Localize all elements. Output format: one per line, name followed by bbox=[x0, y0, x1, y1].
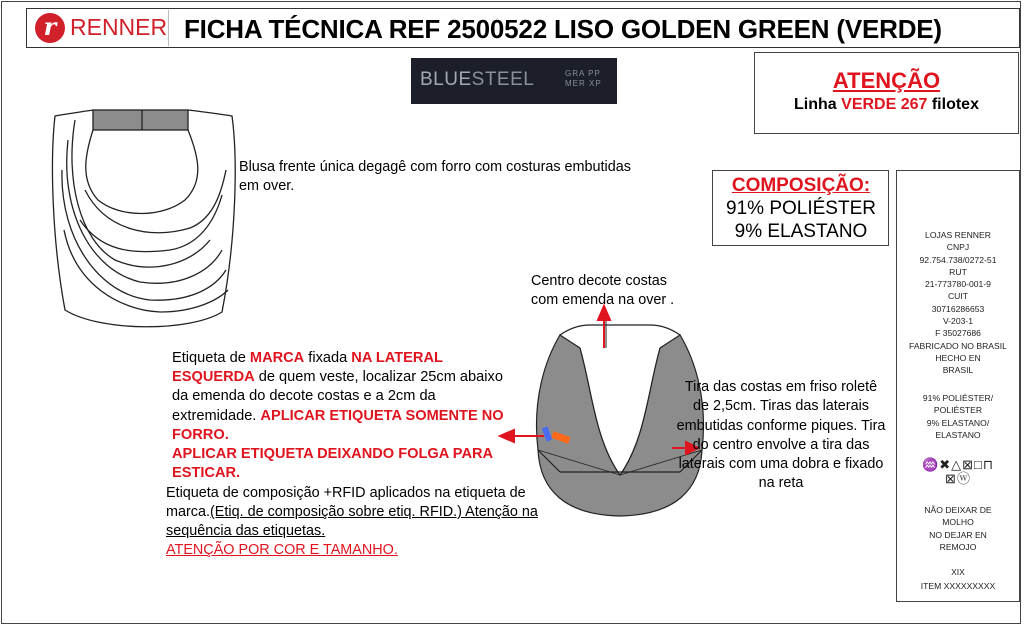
care-label-line: 30716286653 bbox=[931, 303, 985, 314]
care-label-line: 92.754.738/0272-51 bbox=[919, 254, 997, 265]
brand-logo-mark: r bbox=[35, 13, 65, 43]
care-label-line: HECHO EN bbox=[935, 352, 981, 363]
attention-title: ATENÇÃO bbox=[832, 68, 941, 93]
composition-label-note: Etiqueta de composição +RFID aplicados na etiqueta de marca.(Etiq. de composição sobre etiq. RFID.) Atenção na sequência das etiquetas. ATENÇÃO POR COR E TAMANHO. bbox=[166, 485, 538, 558]
composition-line-2: 9% ELASTANO bbox=[734, 221, 868, 242]
care-label-line: BRASIL bbox=[942, 365, 974, 376]
brand-label-sizes: GRA PP MER XP bbox=[565, 69, 602, 88]
brand-logo-text: RENNER bbox=[70, 14, 168, 40]
care-symbols-row-2: ⊠ⓦ bbox=[945, 471, 971, 486]
care-label-line: NÃO DEIXAR DE bbox=[924, 505, 992, 515]
care-label-line: POLIÉSTER bbox=[933, 405, 983, 416]
thread-spec: Linha VERDE 267 filotex bbox=[794, 96, 979, 113]
straps-note: Tira das costas em friso roletê de 2,5cm. Tiras das laterais embutidas conforme piques. Tira do centro envolve a tira das laterais com uma dobra e fixado na reta bbox=[676, 379, 886, 492]
care-label-line: LOJAS RENNER bbox=[925, 230, 991, 240]
care-label-item: ITEM XXXXXXXXX bbox=[920, 581, 996, 591]
center-back-note: Centro decote costas com emenda na over . bbox=[531, 273, 675, 308]
composition-title: COMPOSIÇÃO: bbox=[731, 175, 871, 196]
brand-label-placement-note: Etiqueta de MARCA fixada NA LATERAL ESQUERDA de quem veste, localizar 25cm abaixo da emenda do decote costas e a 2cm da extremidade. APLICAR ETIQUETA SOMENTE NO FORRO. APLICAR ETIQUETA DEIXANDO FOLGA PARA ESTICAR. bbox=[172, 350, 504, 482]
care-label-line: REMOJO bbox=[939, 541, 977, 552]
care-label-line: CNPJ bbox=[946, 242, 970, 253]
composition-line-1: 91% POLIÉSTER bbox=[726, 198, 876, 219]
care-label-line: MOLHO bbox=[942, 517, 974, 528]
care-label-line: 9% ELASTANO/ bbox=[926, 417, 990, 428]
care-label-line: V-203-1 bbox=[942, 316, 974, 327]
care-symbols-row-1: ♒✖△⊠□⊓ bbox=[922, 457, 994, 472]
care-label-line: F 35027686 bbox=[935, 328, 981, 339]
care-label-size: XIX bbox=[951, 567, 965, 577]
care-label-line: 91% POLIÉSTER/ bbox=[922, 393, 994, 403]
care-label-line: NO DEJAR EN bbox=[929, 529, 987, 540]
care-label-line: RUT bbox=[949, 266, 967, 277]
page-title: FICHA TÉCNICA REF 2500522 LISO GOLDEN GREEN (VERDE) bbox=[184, 14, 942, 44]
brand-label-name: BLUESTEEL bbox=[420, 69, 535, 90]
care-label-line: 21-773780-001-9 bbox=[925, 279, 991, 290]
care-label-line: CUIT bbox=[947, 291, 969, 302]
care-label-line: FABRICADO NO BRASIL bbox=[909, 340, 1007, 351]
garment-description: Blusa frente única degagê com forro com costuras embutidas em over. bbox=[239, 159, 631, 194]
care-label-line: ELASTANO bbox=[935, 429, 981, 440]
